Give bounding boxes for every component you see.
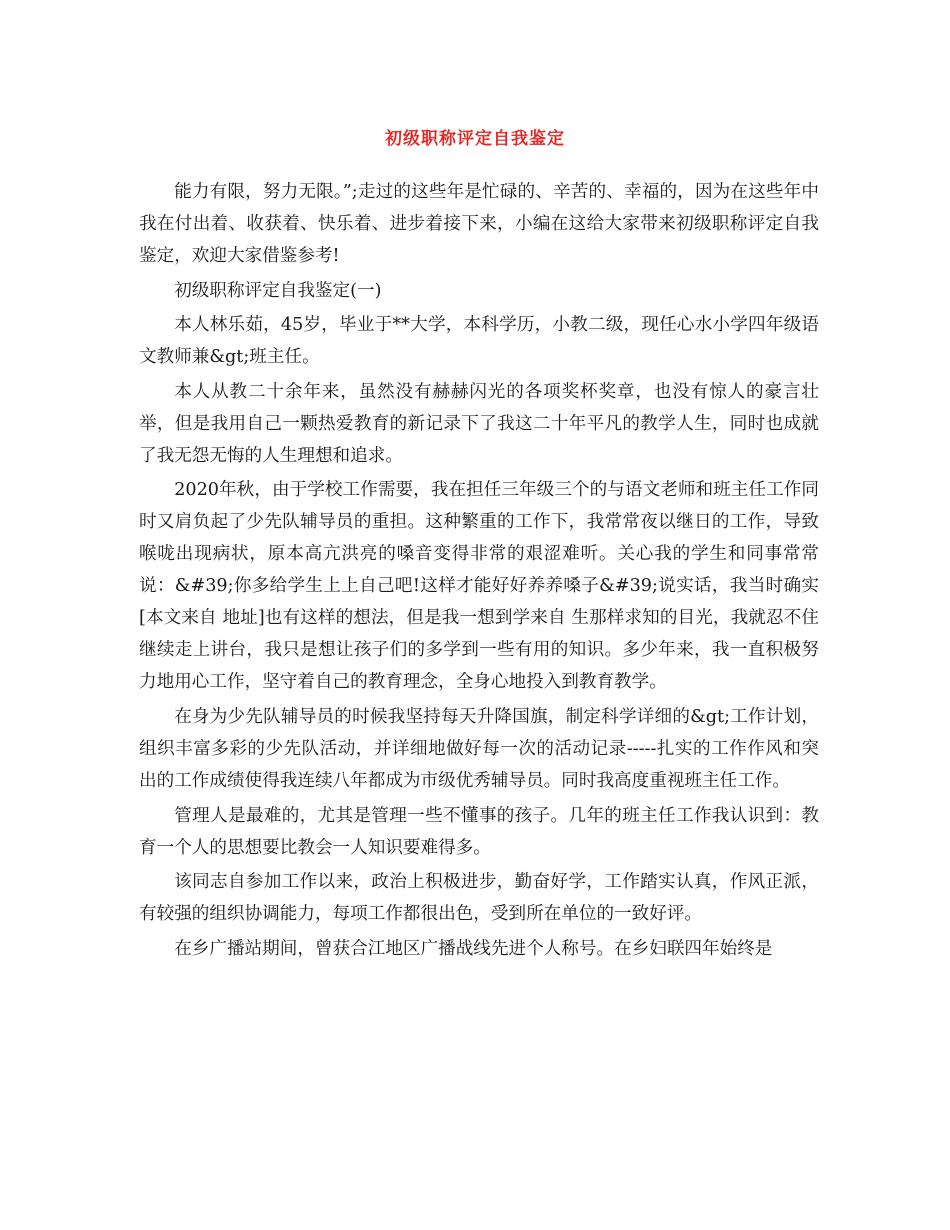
- paragraph: 在身为少先队辅导员的时候我坚持每天升降国旗，制定科学详细的&gt;工作计划，组织丰富多彩的少先队活动，并详细地做好每一次的活动记录-----扎实的工作作风和突出的工作成绩使得我连续八年都成为市级优秀辅导员。同时我高度重视班主任工作。: [139, 706, 819, 791]
- paragraph: 本人林乐茹，45岁，毕业于**大学，本科学历，小教二级，现任心水小学四年级语文教师兼&gt;班主任。: [139, 315, 819, 368]
- document-title: 初级职称评定自我鉴定: [385, 129, 565, 149]
- section-heading: 初级职称评定自我鉴定(一): [174, 280, 382, 301]
- document-body: [139, 176, 819, 967]
- paragraph: 在乡广播站期间，曾获合江地区广播战线先进个人称号。在乡妇联四年始终是: [174, 938, 773, 959]
- paragraph-intro: 能力有限，努力无限。”;走过的这些年是忙碌的、辛苦的、幸福的，因为在这些年中我在付出着、收获着、快乐着、进步着接下来，小编在这给大家带来初级职称评定自我鉴定，欢迎大家借鉴参考!: [139, 182, 819, 266]
- paragraph: 该同志自参加工作以来，政治上积极进步，勤奋好学，工作踏实认真，作风正派，有较强的组织协调能力，每项工作都很出色，受到所在单位的一致好评。: [139, 872, 819, 925]
- paragraph: 2020年秋，由于学校工作需要，我在担任三年级三个的与语文老师和班主任工作同时又肩负起了少先队辅导员的重担。这种繁重的工作下，我常常夜以继日的工作，导致喉咙出现病状，原本高亢洪亮的嗓音变得非常的艰涩难听。关心我的学生和同事常常说：&#39;你多给学生上上自己吧!这样才能好好养养嗓子&#39;说实话，我当时确实[本文来自 地址]也有这样的想法，但是我一想到学来自 生那样求知的目光，我就忍不住继续走上讲台，我只是想让孩子们的多学到一些有用的知识。多少年来，我一直积极努力地用心工作，坚守着自己的教育理念，全身心地投入到教育教学。: [139, 480, 819, 693]
- paragraph: 本人从教二十余年来，虽然没有赫赫闪光的各项奖杯奖章，也没有惊人的豪言壮举，但是我用自己一颗热爱教育的新记录下了我这二十年平凡的教学人生，同时也成就了我无怨无悔的人生理想和追求。: [139, 381, 819, 466]
- paragraph: 管理人是最难的，尤其是管理一些不懂事的孩子。几年的班主任工作我认识到：教育一个人的思想要比教会一人知识要难得多。: [139, 805, 819, 858]
